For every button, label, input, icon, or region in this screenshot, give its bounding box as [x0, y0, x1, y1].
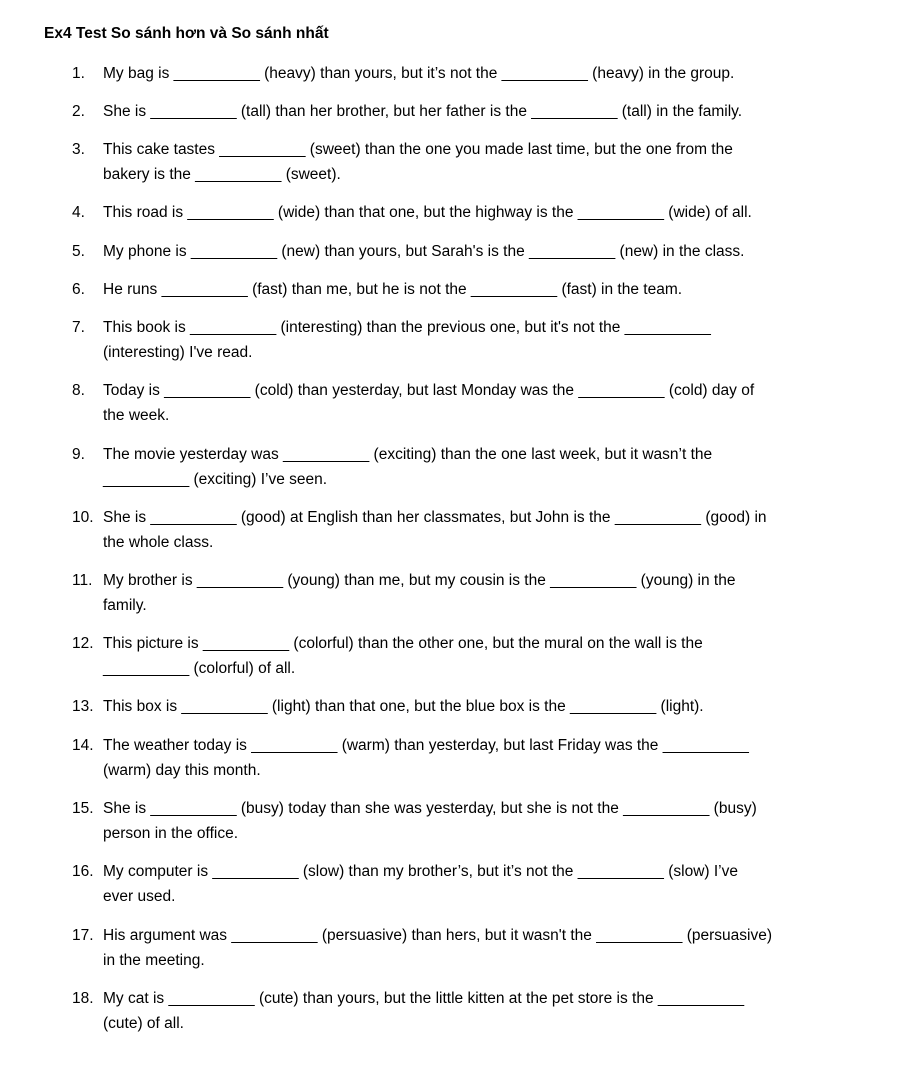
question-line: She is __________ (busy) today than she was yesterday, but she is not the __________ (busy): [103, 800, 757, 817]
question-line: My cat is __________ (cute) than yours, but the little kitten at the pet store is the __________: [103, 990, 745, 1007]
question-number: 12.: [72, 635, 94, 652]
question-line: This book is __________ (interesting) than the previous one, but it's not the __________: [103, 319, 711, 336]
question-number: 7.: [72, 319, 85, 336]
question-line: (cute) of all.: [103, 1015, 184, 1032]
question-10: [72, 505, 852, 555]
question-line: This picture is __________ (colorful) than the other one, but the mural on the wall is the: [103, 635, 703, 652]
question-line: The weather today is __________ (warm) than yesterday, but last Friday was the __________: [103, 737, 749, 754]
question-line: the whole class.: [103, 534, 214, 551]
question-number: 17.: [72, 927, 94, 944]
question-number: 3.: [72, 141, 85, 158]
question-12: [72, 631, 852, 681]
question-number: 2.: [72, 103, 85, 120]
question-line: __________ (colorful) of all.: [103, 660, 296, 677]
question-number: 14.: [72, 737, 94, 754]
question-line: The movie yesterday was __________ (exciting) than the one last week, but it wasn’t the: [103, 446, 713, 463]
question-1: [72, 61, 852, 86]
question-line: She is __________ (tall) than her brother, but her father is the __________ (tall) in the family.: [103, 103, 743, 120]
question-line: His argument was __________ (persuasive) than hers, but it wasn't the __________ (persuasive): [103, 927, 772, 944]
question-2: [72, 99, 852, 124]
question-11: [72, 568, 852, 618]
question-number: 11.: [72, 572, 93, 589]
question-number: 9.: [72, 446, 85, 463]
question-4: [72, 200, 852, 225]
question-line: This box is __________ (light) than that one, but the blue box is the __________ (light).: [103, 698, 704, 715]
question-15: [72, 796, 852, 846]
question-line: in the meeting.: [103, 952, 205, 969]
question-6: [72, 277, 852, 302]
question-13: [72, 694, 852, 719]
question-number: 5.: [72, 243, 85, 260]
question-17: [72, 923, 852, 973]
question-line: This road is __________ (wide) than that one, but the highway is the __________ (wide) of all.: [103, 204, 752, 221]
question-5: [72, 239, 852, 264]
question-18: [72, 986, 852, 1036]
question-16: [72, 859, 852, 909]
question-9: [72, 442, 852, 492]
question-number: 8.: [72, 382, 85, 399]
question-line: ever used.: [103, 888, 176, 905]
question-line: __________ (exciting) I’ve seen.: [103, 471, 328, 488]
question-line: My phone is __________ (new) than yours, but Sarah's is the __________ (new) in the class.: [103, 243, 745, 260]
question-number: 18.: [72, 990, 94, 1007]
question-line: family.: [103, 597, 147, 614]
question-7: [72, 315, 852, 365]
question-number: 4.: [72, 204, 85, 221]
question-8: [72, 378, 852, 428]
question-line: Today is __________ (cold) than yesterday, but last Monday was the __________ (cold) day of: [103, 382, 755, 399]
question-line: My bag is __________ (heavy) than yours, but it’s not the __________ (heavy) in the group.: [103, 65, 735, 82]
question-line: the week.: [103, 407, 170, 424]
question-line: (warm) day this month.: [103, 762, 261, 779]
question-line: She is __________ (good) at English than her classmates, but John is the __________ (good) in: [103, 509, 767, 526]
question-line: My computer is __________ (slow) than my brother’s, but it’s not the __________ (slow) I’ve: [103, 863, 738, 880]
question-number: 13.: [72, 698, 94, 715]
question-line: bakery is the __________ (sweet).: [103, 166, 341, 183]
question-number: 1.: [72, 65, 85, 82]
question-number: 15.: [72, 800, 94, 817]
question-line: (interesting) I've read.: [103, 344, 253, 361]
question-number: 16.: [72, 863, 94, 880]
worksheet-title: Ex4 Test So sánh hơn và So sánh nhất: [44, 25, 329, 42]
question-number: 10.: [72, 509, 94, 526]
question-3: [72, 137, 852, 187]
question-line: This cake tastes __________ (sweet) than the one you made last time, but the one from the: [103, 141, 733, 158]
question-number: 6.: [72, 281, 85, 298]
question-line: He runs __________ (fast) than me, but he is not the __________ (fast) in the team.: [103, 281, 683, 298]
question-line: person in the office.: [103, 825, 238, 842]
question-14: [72, 733, 852, 783]
question-line: My brother is __________ (young) than me, but my cousin is the __________ (young) in the: [103, 572, 736, 589]
